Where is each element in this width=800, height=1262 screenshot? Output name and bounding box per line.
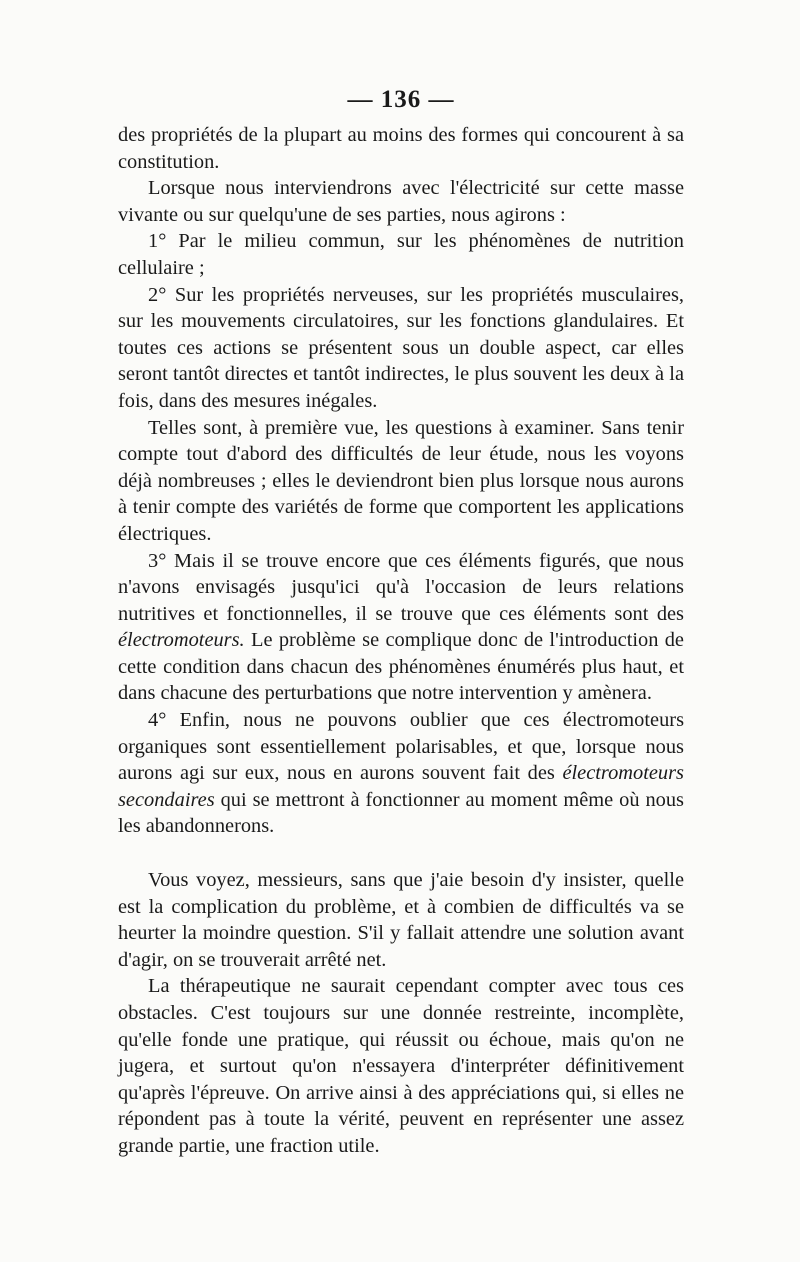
text-segment: Lorsque nous interviendrons avec l'électricité sur cette masse vivante ou sur quelqu'une de ses parties, nous agirons : [118, 177, 684, 226]
document-page [118, 0, 684, 1262]
page-number: — 136 — [347, 86, 455, 113]
text-segment: Vous voyez, messieurs, sans que j'aie besoin d'y insister, quelle est la complication du problème, et à combien de difficultés va se heurter la moindre question. S'il y fallait attendre une solution avant d'agir, on se trouverait arrêté net. [118, 869, 684, 971]
text-segment: 4° Enfin, nous ne pouvons oublier que ces électromoteurs organiques sont essentiellement polarisables, et que, lorsque nous aurons agi sur eux, nous en aurons souvent fait des [118, 709, 684, 785]
italic-text: électromoteurs secondaires [118, 762, 684, 811]
paragraph [118, 973, 684, 1159]
paragraph [118, 282, 684, 415]
paragraph [118, 122, 684, 175]
text-segment: des propriétés de la plupart au moins des formes qui concourent à sa constitution. [118, 124, 684, 173]
body-text [118, 122, 684, 1160]
paragraph [118, 175, 684, 228]
text-segment: La thérapeutique ne saurait cependant compter avec tous ces obstacles. C'est toujours sur une donnée restreinte, incomplète, qu'elle fonde une pratique, qui réussit ou échoue, mais qu'on ne jugera, et surtout qu'on n'essayera d'interpréter définitivement qu'après l'épreuve. On arrive ainsi à des appréciations qui, si elles ne répondent pas à toute la vérité, peuvent en représenter une assez grande partie, une fraction utile. [118, 975, 684, 1157]
paragraph [118, 548, 684, 708]
paragraph [118, 415, 684, 548]
text-segment: 2° Sur les propriétés nerveuses, sur les propriétés musculaires, sur les mouvements circulatoires, sur les fonctions glandulaires. Et toutes ces actions se présentent sous un double aspect, car elles seront tantôt directes et tantôt indirectes, le plus souvent les deux à la fois, dans des mesures inégales. [118, 283, 684, 412]
text-segment: Le problème se complique donc de l'introduction de cette condition dans chacun des phénomènes énumérés plus haut, et dans chacune des perturbations que notre intervention y amènera. [118, 629, 684, 705]
text-segment: 1° Par le milieu commun, sur les phénomènes de nutrition cellulaire ; [118, 230, 684, 279]
paragraph [118, 228, 684, 281]
text-segment: qui se mettront à fonctionner au moment même où nous les abandonnerons. [118, 788, 684, 838]
italic-text: électromoteurs. [118, 629, 245, 652]
text-segment: Telles sont, à première vue, les questions à examiner. Sans tenir compte tout d'abord des difficultés de leur étude, nous les voyons déjà nombreuses ; elles le deviendront bien plus lorsque nous aurons à tenir compte des variétés de forme que comportent les applications électriques. [118, 416, 684, 545]
text-segment: 3° Mais il se trouve encore que ces éléments figurés, que nous n'avons envisagés jusqu'ici qu'à l'occasion de leurs relations nutritives et fonctionnelles, il se trouve que ces éléments sont des [118, 549, 684, 625]
paragraph [118, 707, 684, 840]
paragraph [118, 867, 684, 973]
